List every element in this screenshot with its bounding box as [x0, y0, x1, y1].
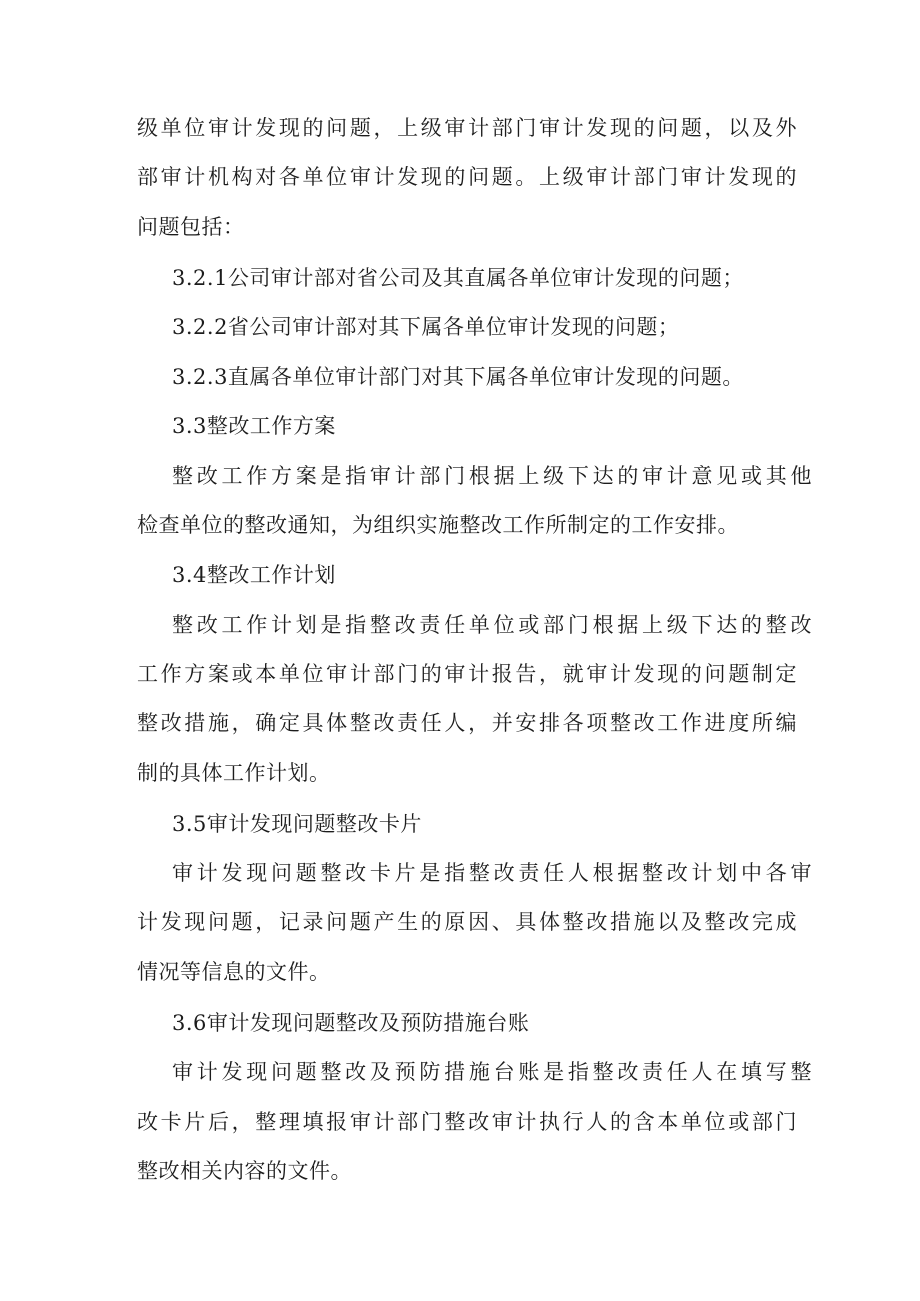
text-line-3: 问题包括：	[137, 215, 245, 239]
text-line-21: 改卡片后，整理填报审计部门整改审计执行人的含本单位或部门	[137, 1110, 797, 1134]
text-line-18: 情况等信息的文件。	[137, 960, 331, 984]
text-line-7: 3.3整改工作方案	[172, 414, 336, 438]
text-line-2: 部审计机构对各单位审计发现的问题。上级审计部门审计发现的	[137, 165, 797, 189]
text-line-14: 制的具体工作计划。	[137, 761, 331, 785]
text-line-22: 整改相关内容的文件。	[137, 1159, 352, 1183]
text-line-19: 3.6审计发现问题整改及预防措施台账	[172, 1011, 530, 1035]
text-line-4: 3.2.1公司审计部对省公司及其直属各单位审计发现的问题；	[172, 266, 744, 290]
text-line-15: 3.5审计发现问题整改卡片	[172, 812, 422, 836]
text-line-16: 审计发现问题整改卡片是指整改责任人根据整改计划中各审	[172, 861, 812, 885]
text-line-11: 整改工作计划是指整改责任单位或部门根据上级下达的整改	[172, 613, 812, 637]
text-line-20: 审计发现问题整改及预防措施台账是指整改责任人在填写整	[172, 1060, 812, 1084]
text-line-9: 检查单位的整改通知，为组织实施整改工作所制定的工作安排。	[137, 513, 739, 537]
text-line-12: 工作方案或本单位审计部门的审计报告，就审计发现的问题制定	[137, 662, 797, 686]
text-line-10: 3.4整改工作计划	[172, 563, 336, 587]
text-line-6: 3.2.3直属各单位审计部门对其下属各单位审计发现的问题。	[172, 365, 744, 389]
text-line-13: 整改措施，确定具体整改责任人，并安排各项整改工作进度所编	[137, 711, 797, 735]
text-line-17: 计发现问题，记录问题产生的原因、具体整改措施以及整改完成	[137, 910, 797, 934]
text-line-1: 级单位审计发现的问题，上级审计部门审计发现的问题，以及外	[137, 116, 797, 140]
text-line-8: 整改工作方案是指审计部门根据上级下达的审计意见或其他	[172, 464, 812, 488]
text-line-5: 3.2.2省公司审计部对其下属各单位审计发现的问题；	[172, 315, 680, 339]
